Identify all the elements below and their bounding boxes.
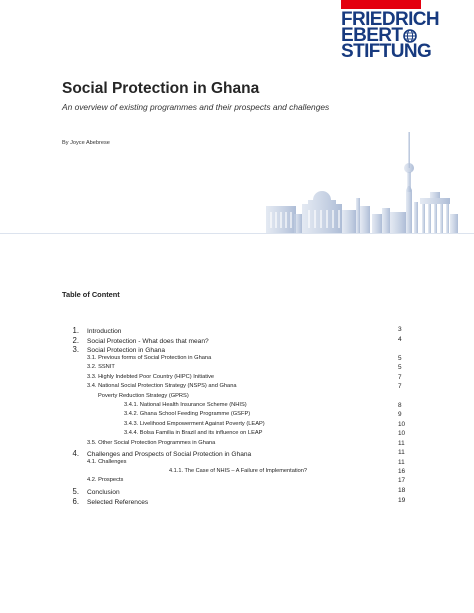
toc-entry[interactable]: [70, 345, 410, 355]
toc-entry-page: 17: [398, 477, 406, 485]
toc-entry-label: 3.1. Previous forms of Social Protection in Ghana: [87, 355, 212, 362]
toc-entry[interactable]: [70, 411, 410, 420]
logo-line-1: FRIEDRICH: [341, 9, 440, 30]
toc-entry[interactable]: [70, 402, 410, 411]
toc-entry-page: 7: [398, 373, 402, 381]
document-author: By Joyce Abebrese: [62, 140, 110, 146]
toc-entry-label: 3.4. National Social Protection Strategy (NSPS) and Ghana: [87, 383, 237, 390]
toc-entry-page: 18: [398, 486, 406, 494]
toc-entry[interactable]: [70, 421, 410, 430]
toc-entry[interactable]: [70, 364, 410, 373]
document-subtitle: An overview of existing programmes and their prospects and challenges: [62, 102, 330, 112]
toc-heading: Table of Content: [62, 290, 120, 299]
berlin-skyline-illustration: [262, 128, 458, 236]
toc-entry-label: 4.1.1. The Case of NHIS – A Failure of Implementation?: [169, 468, 307, 475]
fes-logo: [341, 9, 440, 62]
toc-entry-page: 7: [398, 383, 402, 391]
toc-entry-page: 11: [398, 458, 405, 466]
toc-entry-number: 3.: [72, 345, 79, 355]
toc-entry-number: 1.: [72, 326, 79, 335]
header-divider: [0, 233, 474, 234]
toc-entry[interactable]: [70, 430, 410, 439]
toc-entry-page: 11: [398, 448, 405, 456]
toc-entry-label: Social Protection - What does that mean?: [87, 337, 209, 345]
toc-entry[interactable]: [70, 440, 410, 449]
toc-entry[interactable]: [70, 374, 410, 383]
toc-entry-label: 3.4.2. Ghana School Feeding Programme (GSFP): [124, 411, 251, 418]
toc-entry-page: 10: [398, 430, 406, 438]
toc-entry[interactable]: [70, 326, 410, 336]
logo-red-bar: [341, 0, 421, 9]
logo-line-2: EBERT: [341, 25, 403, 46]
toc-entry-label: 3.4.3. Livelihood Empowerment Against Poverty (LEAP): [124, 420, 265, 427]
toc-entry[interactable]: [70, 487, 410, 497]
toc-entry[interactable]: [70, 449, 410, 459]
toc-entry-label: 3.2. SSNIT: [87, 364, 115, 371]
toc-entry-number: 5.: [72, 486, 79, 496]
toc-entry[interactable]: [70, 497, 410, 507]
toc-entry-label: 3.4.1. National Health Insurance Scheme (NHIS): [124, 402, 247, 409]
toc-entry-label: Conclusion: [87, 488, 120, 496]
document-title: Social Protection in Ghana: [62, 80, 260, 97]
toc-entry-label: 3.3. Highly Indebted Poor Country (HIPC) Initiative: [87, 373, 215, 380]
toc-entry-number: 6.: [72, 496, 79, 506]
toc-entry[interactable]: [70, 383, 410, 392]
table-of-contents: [70, 326, 410, 506]
toc-entry-label: 3.4.4. Bolsa Familia in Brazil and its influence on LEAP: [124, 430, 263, 437]
toc-entry[interactable]: [70, 336, 410, 346]
toc-entry-label: 4.2. Prospects: [87, 477, 124, 484]
toc-entry-continuation[interactable]: [70, 393, 410, 402]
toc-entry-page: 11: [398, 439, 405, 447]
toc-entry[interactable]: [70, 468, 410, 477]
toc-entry-label: Challenges and Prospects of Social Protection in Ghana: [87, 450, 252, 458]
toc-entry-page: 8: [398, 402, 402, 410]
toc-entry-page: 10: [398, 420, 406, 428]
toc-entry-number: 2.: [72, 335, 79, 345]
toc-entry-label: Introduction: [87, 328, 122, 335]
logo-line-3: STIFTUNG: [341, 41, 432, 62]
toc-entry[interactable]: [70, 477, 410, 486]
toc-entry-page: 19: [398, 496, 406, 504]
toc-entry[interactable]: [70, 459, 410, 468]
toc-entry[interactable]: [70, 355, 410, 364]
toc-entry-page: 3: [398, 326, 402, 333]
toc-entry-label: 4.1. Challenges: [87, 458, 127, 465]
toc-entry-number: 4.: [72, 448, 79, 458]
toc-entry-page: 16: [398, 468, 406, 476]
toc-entry-page: 5: [398, 364, 402, 372]
toc-entry-page: 5: [398, 355, 402, 363]
toc-entry-page: 9: [398, 411, 402, 419]
toc-entry-label: 3.5. Other Social Protection Programmes in Ghana: [87, 439, 216, 446]
toc-entry-page: 4: [398, 335, 402, 343]
toc-entry-label: Poverty Reduction Strategy (GPRS): [98, 392, 189, 399]
toc-entry-label: Selected References: [87, 498, 149, 506]
toc-entry-label: Social Protection in Ghana: [87, 347, 166, 355]
